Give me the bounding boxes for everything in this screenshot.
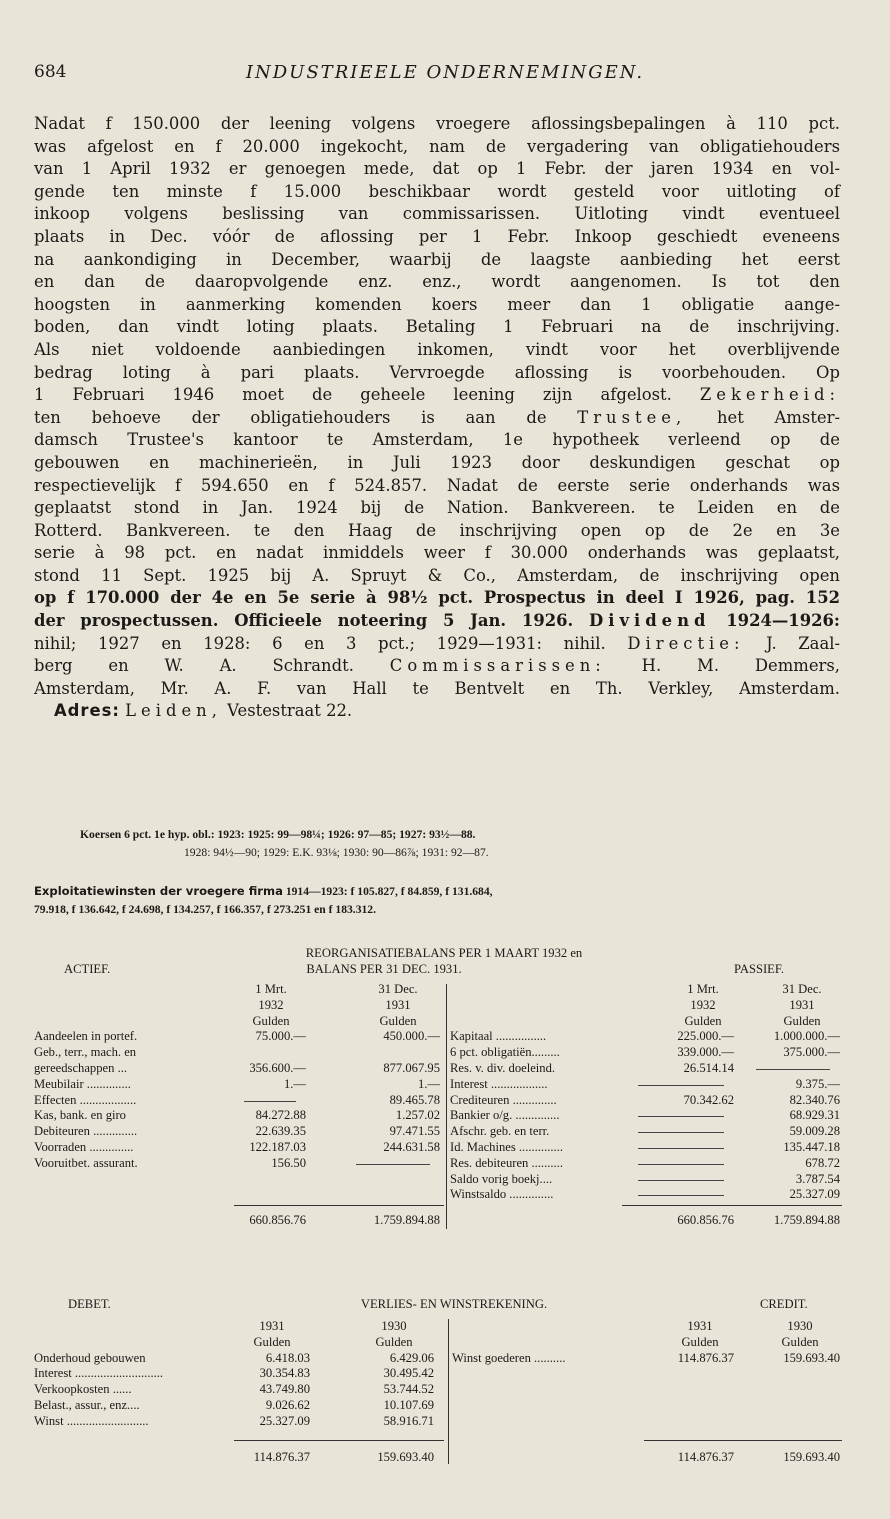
body-line: inkoop volgens beslissing van commissarissen. Uitloting vindt eventueel	[34, 204, 840, 224]
debet-value-1930: 10.107.69	[383, 1398, 434, 1412]
debet-label: Winst ..........................	[34, 1413, 149, 1428]
balans-title-2: BALANS PER 31 DEC. 1931.	[306, 962, 462, 976]
zekerheid-label: Zekerheid:	[699, 385, 840, 405]
col-head-1931: Gulden	[253, 1334, 291, 1349]
actief-label: Voorraden ..............	[34, 1140, 134, 1154]
body-line	[34, 633, 840, 656]
col-head-1930: 1930	[787, 1319, 813, 1333]
actief-label: gereedschappen ...	[34, 1061, 128, 1075]
col-head-31dec: 31 Dec.	[378, 982, 418, 996]
balans-total-rule	[622, 1205, 842, 1206]
exploitatie-values: 1914—1923: f 105.827, f 84.859, f 131.684,	[285, 885, 493, 898]
running-title: INDUSTRIEELE ONDERNEMINGEN.	[245, 62, 645, 83]
passief-heading: PASSIEF.	[734, 962, 784, 976]
adres-street: Vestestraat 22.	[227, 701, 353, 721]
col-head-31dec: 1931	[789, 997, 815, 1012]
debet-label: Belast., assur., enz....	[34, 1398, 140, 1412]
balans-total-rule	[234, 1205, 444, 1206]
debet-label: Verkoopkosten ......	[34, 1382, 132, 1397]
body-segment: nihil; 1927 en 1928: 6 en 3 pct.; 1929—1931: nihil.	[34, 633, 606, 653]
col-head-31dec: 31 Dec.	[782, 982, 822, 996]
body-line: respectievelijk f 594.650 en f 524.857. Nadat de eerste serie onderhands was	[34, 475, 840, 495]
passief-total-1932: 660.856.76	[677, 1213, 734, 1228]
col-head-31dec: 1931	[385, 997, 411, 1012]
exploitatie-lead: Exploitatiewinsten der vroegere firma	[34, 884, 283, 898]
passief-label: Afschr. geb. en terr.	[450, 1124, 550, 1139]
passief-value-1932: 225.000.—	[677, 1029, 734, 1044]
debet-heading: DEBET.	[68, 1297, 111, 1311]
passief-value-1932-dash	[638, 1085, 724, 1086]
passief-value-1931-dash	[756, 1069, 830, 1070]
col-head-1mrt: Gulden	[684, 1013, 722, 1028]
credit-heading: CREDIT.	[760, 1297, 808, 1311]
passief-value-1931: 1.000.000.—	[773, 1029, 840, 1044]
body-line	[34, 384, 840, 407]
body-line: damsch Trustee's kantoor te Amsterdam, 1e hypotheek verleend op de	[34, 430, 840, 450]
passief-value-1931: 375.000.—	[783, 1045, 840, 1060]
body-line: boden, dan vindt loting plaats. Betaling 1 Februari na de inschrijving.	[34, 317, 840, 337]
passief-label: Interest ..................	[450, 1076, 548, 1091]
winst-verlies-table	[34, 1297, 840, 1467]
passief-value-1932-dash	[638, 1148, 724, 1149]
body-line: Als niet voldoende aanbiedingen inkomen, vindt voor het overblijvende	[34, 339, 840, 359]
actief-value-1931-dash	[356, 1164, 430, 1165]
actief-value-1932: 1.—	[283, 1076, 306, 1091]
passief-label: Res. debiteuren ..........	[450, 1155, 563, 1170]
actief-value-1932: 156.50	[271, 1155, 306, 1170]
body-line	[34, 407, 840, 430]
debet-value-1930: 53.744.52	[383, 1382, 434, 1397]
actief-value-1932: 356.600.—	[249, 1061, 306, 1075]
actief-label: Meubilair ..............	[34, 1076, 131, 1091]
body-line	[34, 655, 840, 678]
actief-label: Aandeelen in portef.	[34, 1029, 138, 1044]
debet-value-1930: 30.495.42	[383, 1366, 434, 1381]
passief-label: Id. Machines ..............	[450, 1140, 563, 1154]
body-line: hoogsten in aanmerking komenden koers meer dan 1 obligatie aange-	[34, 294, 840, 314]
trustee-label: Trustee,	[577, 407, 687, 427]
wv-total-rule	[234, 1440, 444, 1441]
col-head-31dec: Gulden	[379, 1013, 417, 1028]
body-text	[34, 113, 840, 723]
actief-value-1931: 877.067.95	[383, 1061, 440, 1075]
passief-value-1932-dash	[638, 1164, 724, 1165]
wv-divider	[448, 1319, 449, 1464]
col-head-1mrt: 1 Mrt.	[687, 982, 719, 996]
body-line: bedrag loting à pari plaats. Vervroegde aflossing is voorbehouden. Op	[34, 362, 840, 382]
body-line: gebouwen en machinerieën, in Juli 1923 door deskundigen geschat op	[34, 452, 840, 472]
body-segment: 1924—1926:	[726, 611, 840, 631]
credit-total-1930: 159.693.40	[783, 1449, 840, 1464]
debet-value-1931: 6.418.03	[265, 1350, 310, 1365]
actief-total-1931: 1.759.894.88	[373, 1213, 440, 1228]
directie-label: Directie:	[627, 633, 745, 653]
passief-value-1931: 25.327.09	[789, 1187, 840, 1202]
passief-value-1931: 68.929.31	[789, 1108, 840, 1123]
passief-label: Bankier o/g. ..............	[450, 1108, 560, 1123]
credit-value-1930: 159.693.40	[783, 1350, 840, 1365]
debet-value-1930: 6.429.06	[389, 1350, 434, 1365]
col-head-1mrt: 1932	[258, 997, 284, 1012]
body-line: Rotterd. Bankvereen. te den Haag de inschrijving open op de 2e en 3e	[34, 520, 840, 540]
debet-total-1930: 159.693.40	[377, 1449, 434, 1464]
passief-label: Kapitaal ................	[450, 1029, 547, 1044]
debet-label: Onderhoud gebouwen	[34, 1350, 146, 1365]
passief-label: Winstsaldo ..............	[450, 1187, 554, 1202]
credit-total-1931: 114.876.37	[677, 1449, 734, 1464]
actief-heading: ACTIEF.	[64, 962, 111, 976]
body-line: geplaatst stond in Jan. 1924 bij de Nation. Bankvereen. te Leiden en de	[34, 498, 840, 518]
passief-value-1932-dash	[638, 1180, 724, 1181]
body-line: gende ten minste f 15.000 beschikbaar wordt gesteld voor uitloting of	[34, 181, 840, 201]
koersen-line: Koersen 6 pct. 1e hyp. obl.: 1923: 1925: 99—98¼; 1926: 97—85; 1927: 93½—88.	[80, 828, 476, 841]
col-head-1931: Gulden	[681, 1334, 719, 1349]
passief-value-1931: 82.340.76	[789, 1092, 840, 1107]
body-segment: 1 Februari 1946 moet de geheele leening zijn afgelost.	[34, 385, 672, 405]
balans-title-1: REORGANISATIEBALANS PER 1 MAART 1932 en	[305, 946, 583, 960]
actief-label: Geb., terr., mach. en	[34, 1045, 137, 1060]
col-head-1mrt: 1932	[690, 997, 716, 1012]
actief-value-1931: 89.465.78	[389, 1092, 440, 1107]
body-line: Nadat f 150.000 der leening volgens vroegere aflossingsbepalingen à 110 pct.	[34, 114, 840, 133]
body-line: van 1 April 1932 er genoegen mede, dat op 1 Febr. der jaren 1934 en vol-	[34, 159, 840, 179]
wv-total-rule	[644, 1440, 842, 1441]
passief-value-1931: 59.009.28	[789, 1124, 840, 1139]
koersen-block	[34, 826, 840, 862]
col-head-1mrt: 1 Mrt.	[255, 982, 287, 996]
col-head-1mrt: Gulden	[252, 1013, 290, 1028]
debet-value-1930: 58.916.71	[383, 1413, 434, 1428]
col-head-1931: 1931	[687, 1319, 713, 1333]
adres-label: Adres:	[54, 701, 120, 721]
balans-divider	[446, 984, 447, 1229]
actief-value-1932: 75.000.—	[255, 1029, 306, 1044]
passief-value-1932-dash	[638, 1195, 724, 1196]
passief-value-1931: 3.787.54	[795, 1171, 840, 1186]
passief-label: Saldo vorig boekj....	[450, 1171, 553, 1186]
debet-value-1931: 30.354.83	[259, 1366, 310, 1381]
commissarissen-label: Commissarissen:	[389, 656, 606, 676]
adres-city: Leiden,	[125, 701, 222, 721]
body-line: plaats in Dec. vóór de aflossing per 1 Febr. Inkoop geschiedt eveneens	[34, 226, 840, 246]
actief-value-1932: 122.187.03	[249, 1140, 306, 1154]
exploitatie-line: 79.918, f 136.642, f 24.698, f 134.257, f 166.357, f 273.251 en f 183.312.	[34, 903, 376, 916]
body-line: op f 170.000 der 4e en 5e serie à 98½ pct. Prospectus in deel I 1926, pag. 152	[34, 588, 840, 608]
debet-total-1931: 114.876.37	[253, 1449, 310, 1464]
address-line	[34, 700, 840, 723]
actief-value-1931: 97.471.55	[389, 1124, 440, 1139]
wv-title: VERLIES- EN WINSTREKENING.	[360, 1297, 548, 1311]
exploitatie-block	[34, 882, 840, 919]
koersen-line: 1928: 94½—90; 1929: E.K. 93⅛; 1930: 90—86⅞; 1931: 92—87.	[184, 846, 489, 859]
passief-value-1932-dash	[638, 1132, 724, 1133]
col-head-1931: 1931	[259, 1319, 285, 1333]
actief-value-1932-dash	[244, 1101, 296, 1102]
debet-value-1931: 25.327.09	[259, 1413, 310, 1428]
actief-label: Debiteuren ..............	[34, 1124, 138, 1139]
passief-value-1931: 9.375.—	[795, 1076, 840, 1091]
col-head-1930: 1930	[381, 1319, 407, 1333]
actief-total-1932: 660.856.76	[249, 1213, 306, 1228]
passief-value-1932-dash	[638, 1116, 724, 1117]
passief-label: Crediteuren ..............	[450, 1092, 557, 1107]
actief-value-1932: 22.639.35	[255, 1124, 306, 1139]
passief-value-1931: 135.447.18	[783, 1140, 840, 1154]
body-line: en dan de daaropvolgende enz. enz., wordt aangenomen. Is tot den	[34, 272, 840, 292]
body-segment: berg en W. A. Schrandt.	[34, 656, 354, 676]
actief-value-1931: 1.257.02	[395, 1108, 440, 1123]
actief-value-1932: 84.272.88	[255, 1108, 306, 1123]
debet-label: Interest ............................	[34, 1366, 164, 1381]
actief-label: Kas, bank. en giro	[34, 1108, 126, 1123]
page-header	[34, 62, 856, 88]
actief-value-1931: 1.—	[417, 1076, 440, 1091]
passief-label: Res. v. div. doeleind.	[450, 1061, 556, 1075]
exploitatie-line	[34, 882, 840, 901]
dividend-label: Dividend	[589, 611, 711, 631]
passief-label: 6 pct. obligatiën.........	[450, 1045, 560, 1060]
col-head-1930: Gulden	[375, 1334, 413, 1349]
col-head-31dec: Gulden	[783, 1013, 821, 1028]
actief-value-1931: 244.631.58	[383, 1140, 440, 1154]
body-line: serie à 98 pct. en nadat inmiddels weer f 30.000 onderhands was geplaatst,	[34, 543, 840, 563]
passief-value-1932: 26.514.14	[683, 1061, 734, 1075]
credit-value-1931: 114.876.37	[677, 1350, 734, 1365]
body-line: was afgelost en f 20.000 ingekocht, nam de vergadering van obligatiehouders	[34, 136, 840, 156]
actief-value-1931: 450.000.—	[383, 1029, 440, 1044]
page-number: 684	[34, 62, 67, 82]
actief-label: Effecten ..................	[34, 1092, 137, 1107]
passief-value-1932: 70.342.62	[683, 1092, 734, 1107]
credit-label: Winst goederen ..........	[452, 1350, 566, 1365]
body-segment: het Amster-	[716, 407, 840, 427]
balans-table	[34, 946, 840, 1276]
col-head-1930: Gulden	[781, 1334, 819, 1349]
passief-value-1931: 678.72	[805, 1155, 840, 1170]
body-line: stond 11 Sept. 1925 bij A. Spruyt & Co., Amsterdam, de inschrijving open	[34, 565, 840, 585]
body-line: na aankondiging in December, waarbij de laagste aanbieding het eerst	[34, 249, 840, 269]
debet-value-1931: 9.026.62	[265, 1398, 310, 1412]
actief-label: Vooruitbet. assurant.	[34, 1155, 138, 1170]
body-segment: H. M. Demmers,	[641, 656, 840, 676]
body-segment: ten behoeve der obligatiehouders is aan de	[34, 407, 547, 427]
body-segment: J. Zaal-	[766, 633, 841, 653]
body-line	[34, 610, 840, 633]
debet-value-1931: 43.749.80	[259, 1382, 310, 1397]
passief-total-1931: 1.759.894.88	[773, 1213, 840, 1228]
passief-value-1932: 339.000.—	[677, 1045, 734, 1060]
body-segment: der prospectussen. Officieele noteering 5 Jan. 1926.	[34, 611, 574, 631]
body-line: Amsterdam, Mr. A. F. van Hall te Bentvelt en Th. Verkley, Amsterdam.	[34, 678, 840, 698]
